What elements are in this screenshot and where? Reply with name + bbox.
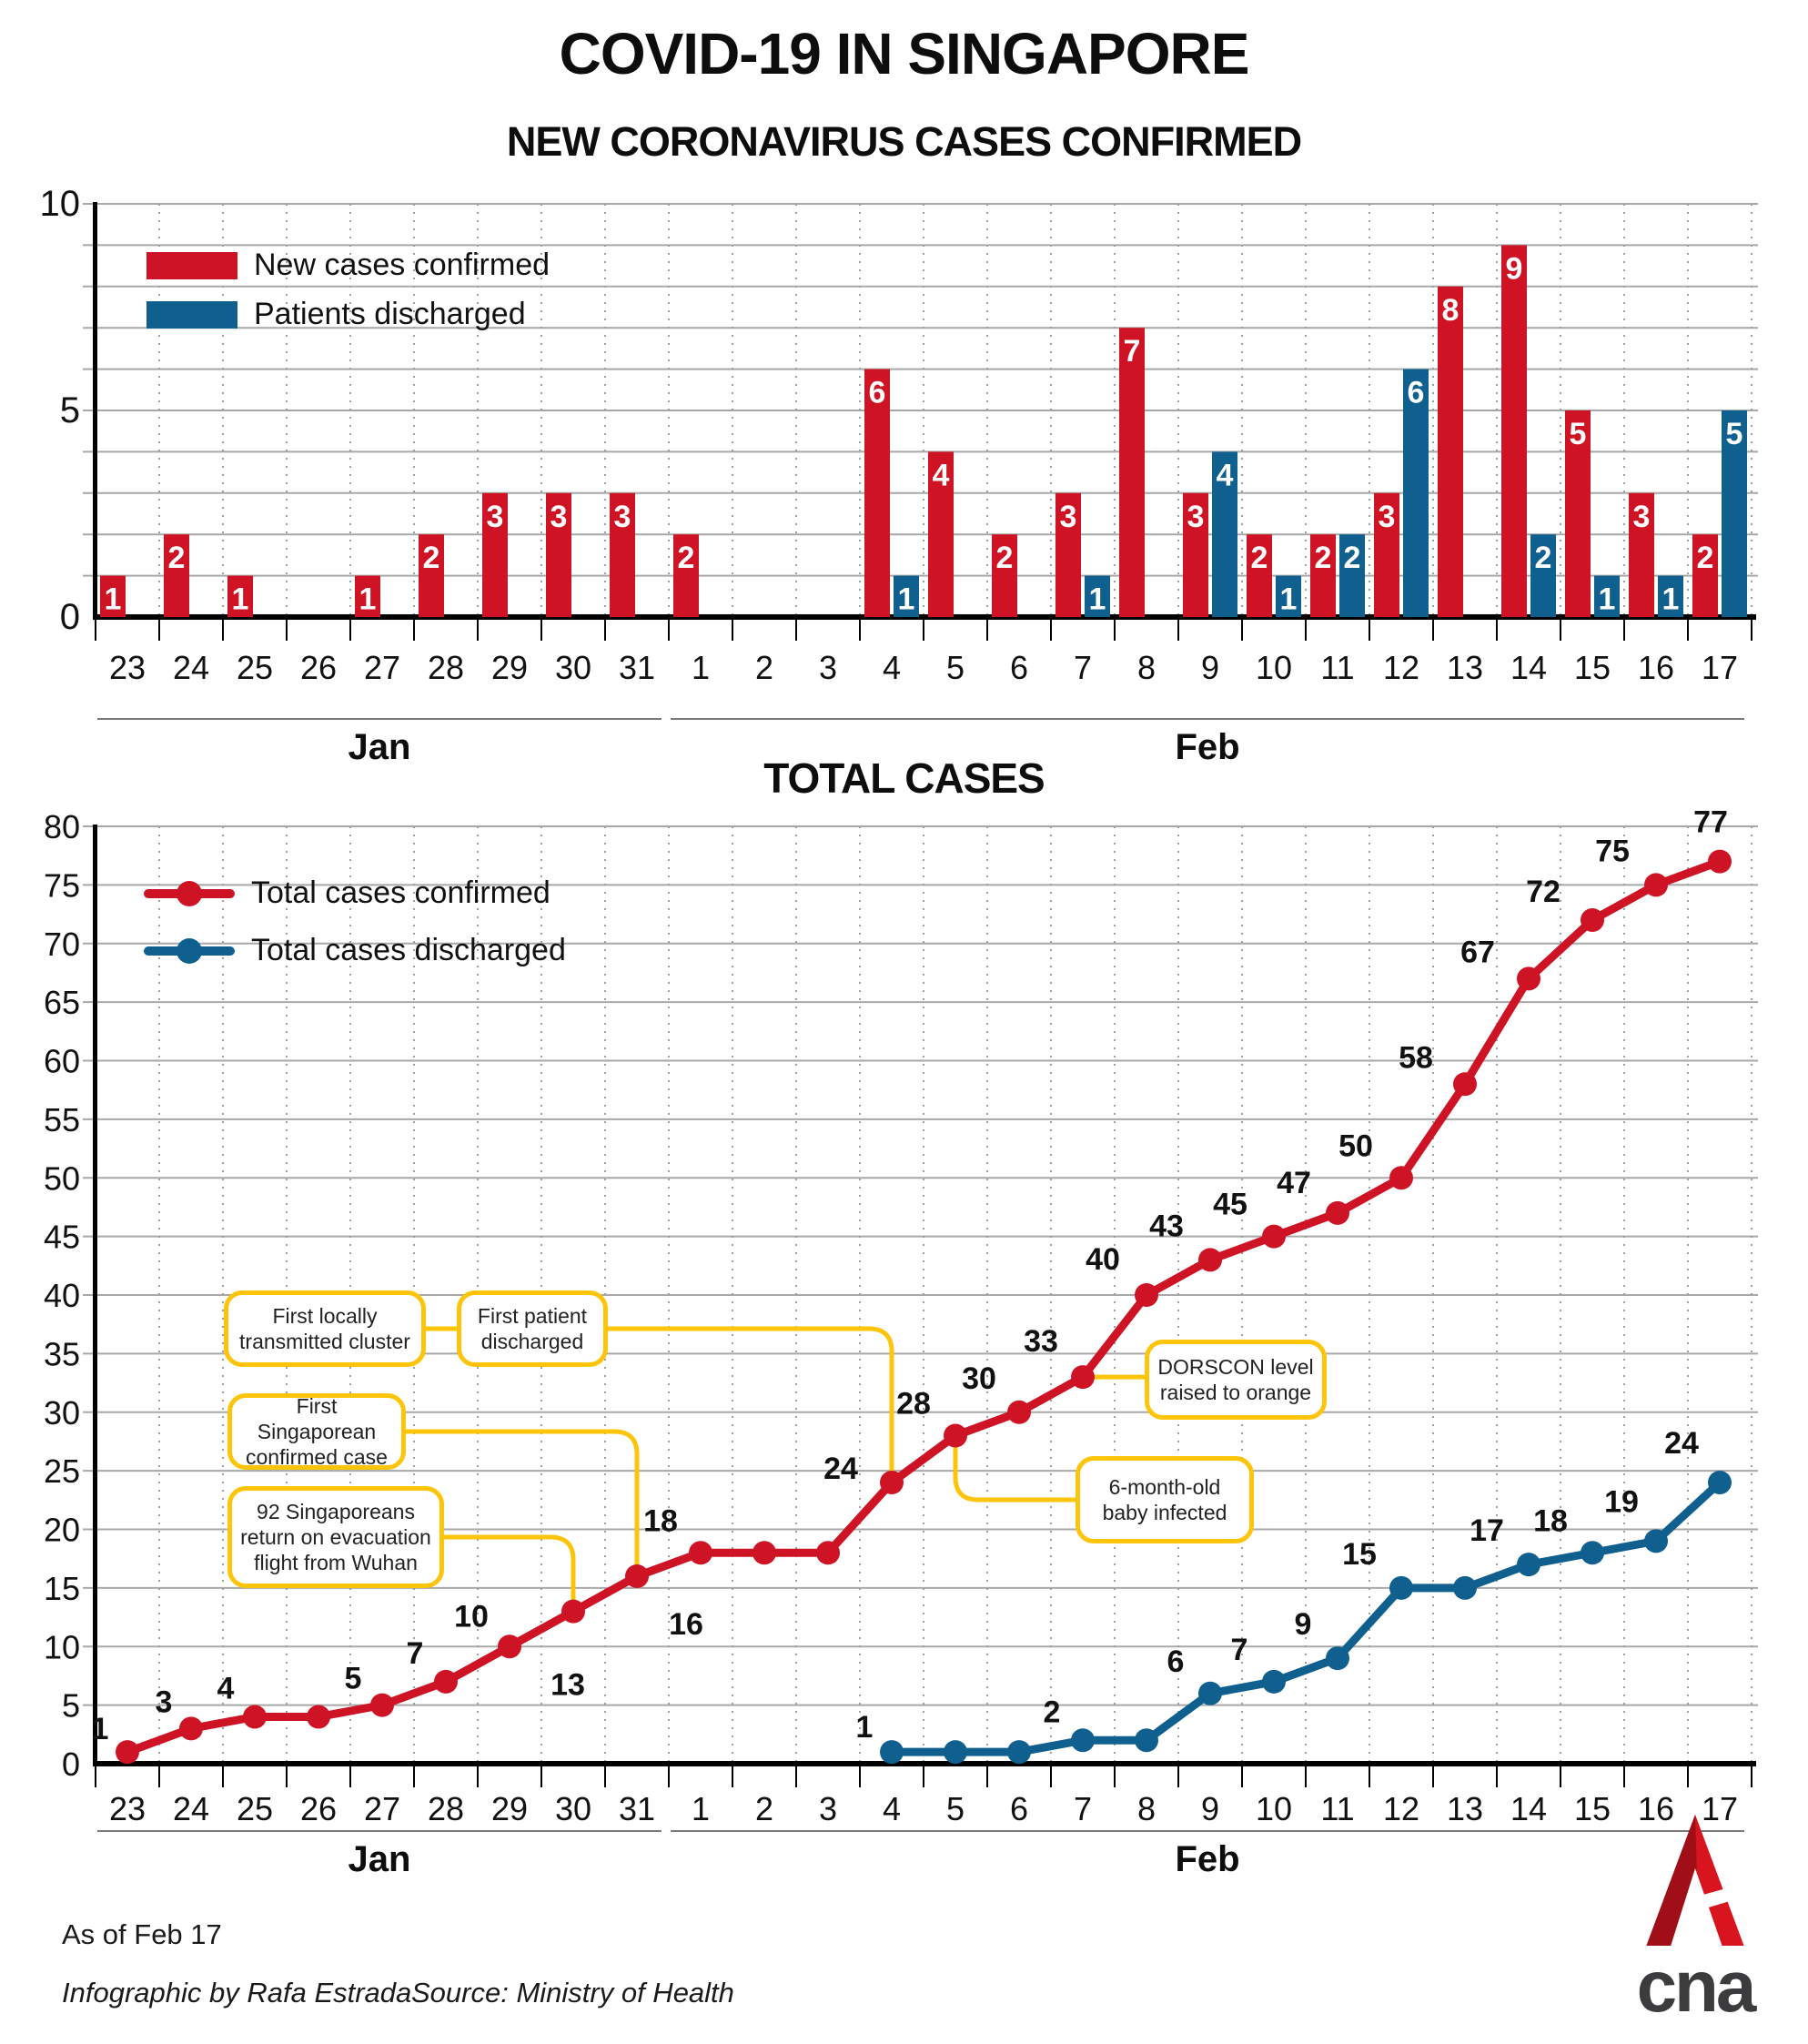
day-label: 15	[1573, 1790, 1611, 1827]
point-red	[625, 1564, 649, 1588]
day-label: 12	[1382, 649, 1420, 686]
point-value-label: 1	[855, 1710, 874, 1745]
bar-value-label: 1	[1088, 582, 1106, 617]
point-red	[370, 1694, 394, 1717]
point-value-label: 6	[1167, 1644, 1185, 1679]
bar-value-label: 7	[1123, 334, 1141, 369]
bar-value-label: 1	[104, 582, 122, 617]
point-value-label: 17	[1470, 1513, 1504, 1549]
legend-item-new-cases	[146, 248, 550, 283]
y-axis-label: 10	[39, 184, 80, 224]
day-label: 4	[882, 1790, 902, 1827]
bar-value-label: 3	[1187, 499, 1205, 534]
day-label: 8	[1136, 1790, 1157, 1827]
point-red	[498, 1634, 521, 1658]
day-label: 14	[1510, 1790, 1548, 1827]
y-axis-label: 70	[43, 925, 80, 963]
bar-value-label: 1	[1662, 582, 1680, 617]
point-blue	[880, 1740, 904, 1764]
day-label: 6	[1009, 649, 1029, 686]
bar-value-label: 1	[359, 582, 377, 617]
bar-value-label: 1	[1598, 582, 1616, 617]
legend-item-total-discharged	[144, 933, 566, 968]
day-label: 2	[754, 1790, 774, 1827]
point-red	[1581, 908, 1604, 932]
bar-value-label: 4	[932, 458, 950, 493]
credit-text: Infographic by Rafa Estrada	[62, 1977, 412, 2009]
bar-red	[1501, 245, 1527, 617]
day-label: 30	[554, 649, 592, 686]
bar-value-label: 9	[1505, 251, 1523, 287]
point-value-label: 18	[643, 1503, 678, 1539]
y-axis-label: 10	[43, 1628, 80, 1666]
point-red	[116, 1740, 139, 1764]
day-label: 5	[945, 1790, 965, 1827]
point-blue	[1198, 1682, 1222, 1705]
point-red	[816, 1541, 840, 1564]
day-label: 31	[618, 649, 656, 686]
point-value-label: 10	[454, 1599, 489, 1634]
point-value-label: 40	[1086, 1242, 1120, 1277]
day-label: 16	[1637, 1790, 1675, 1827]
callout-first-patient-discharged: First patient discharged	[457, 1290, 608, 1367]
y-axis-label: 40	[43, 1277, 80, 1314]
legend-item-discharged	[146, 297, 550, 332]
point-red	[1007, 1401, 1031, 1424]
bar-value-label: 5	[1725, 417, 1743, 451]
day-label: 2	[754, 649, 774, 686]
source-text: Source: Ministry of Health	[411, 1977, 734, 2009]
day-label: 29	[490, 649, 529, 686]
day-label: 24	[172, 1790, 210, 1827]
day-label: 26	[299, 1790, 338, 1827]
day-label: 14	[1510, 649, 1548, 686]
point-blue	[1326, 1646, 1349, 1670]
point-value-label: 67	[1460, 935, 1495, 970]
point-value-label: 43	[1149, 1209, 1184, 1244]
day-label: 29	[490, 1790, 529, 1827]
y-axis-label: 75	[43, 866, 80, 905]
callout-baby-infected: 6-month-old baby infected	[1076, 1456, 1254, 1543]
y-axis-label: 0	[59, 597, 80, 637]
bar-value-label: 3	[486, 499, 504, 534]
y-axis-label: 20	[43, 1511, 80, 1549]
bar-value-label: 2	[1534, 541, 1552, 576]
y-axis-label: 30	[43, 1393, 80, 1432]
day-label: 31	[618, 1790, 656, 1827]
y-axis-label: 50	[43, 1159, 80, 1198]
point-red	[243, 1705, 267, 1729]
legend-label: New cases confirmed	[254, 248, 550, 282]
day-label: 3	[818, 649, 838, 686]
y-axis-label: 25	[43, 1452, 80, 1491]
callout-evacuation-flight: 92 Singaporeans return on evacuation flight from Wuhan	[227, 1486, 444, 1588]
point-red	[1071, 1365, 1095, 1389]
day-label: 7	[1073, 649, 1093, 686]
point-blue	[1007, 1740, 1031, 1764]
point-red	[1262, 1225, 1286, 1249]
point-value-label: 33	[1024, 1324, 1058, 1360]
month-label: Feb	[1175, 727, 1240, 767]
bar-value-label: 3	[550, 499, 568, 534]
day-label: 9	[1200, 649, 1220, 686]
bar-value-label: 3	[1632, 499, 1651, 534]
point-red	[1198, 1248, 1222, 1271]
point-value-label: 15	[1342, 1536, 1377, 1572]
bar-value-label: 2	[1314, 541, 1332, 576]
point-value-label: 5	[344, 1661, 362, 1696]
cna-logo	[1636, 1813, 1754, 2027]
callout-dorscon-orange: DORSCON level raised to orange	[1145, 1340, 1327, 1420]
cna-logo-triangle-icon	[1636, 1813, 1754, 1946]
legend-item-total-confirmed	[144, 875, 566, 911]
point-blue	[1581, 1541, 1604, 1564]
bar-value-label: 3	[613, 499, 631, 534]
bar-value-label: 3	[1378, 499, 1396, 534]
point-blue	[1135, 1728, 1158, 1752]
point-red	[434, 1670, 458, 1694]
discharged-swatch	[146, 301, 237, 329]
day-label: 8	[1136, 649, 1157, 686]
bar-chart-title: NEW CORONAVIRUS CASES CONFIRMED	[506, 118, 1302, 165]
point-red	[1326, 1201, 1349, 1225]
bar-chart-legend	[146, 248, 550, 332]
y-axis-label: 45	[43, 1218, 80, 1256]
day-label: 6	[1009, 1790, 1029, 1827]
point-red	[561, 1600, 585, 1624]
bar-value-label: 2	[167, 541, 186, 576]
point-red	[880, 1471, 904, 1494]
point-red	[752, 1541, 776, 1564]
day-label: 12	[1382, 1790, 1420, 1827]
day-label: 28	[427, 649, 465, 686]
bar-value-label: 2	[422, 541, 440, 576]
day-label: 9	[1200, 1790, 1220, 1827]
day-label: 17	[1701, 649, 1739, 686]
day-label: 11	[1320, 649, 1355, 686]
point-red	[1708, 850, 1732, 874]
point-value-label: 16	[669, 1607, 703, 1642]
bar-value-label: 2	[1343, 541, 1361, 576]
bar-red	[1119, 328, 1145, 617]
day-label: 30	[554, 1790, 592, 1827]
y-axis-label: 5	[61, 1686, 80, 1725]
bar-value-label: 2	[995, 541, 1014, 576]
page-title: COVID-19 IN SINGAPORE	[559, 21, 1249, 86]
point-value-label: 4	[217, 1671, 235, 1706]
bar-value-label: 3	[1059, 499, 1077, 534]
point-value-label: 3	[155, 1685, 173, 1720]
new-cases-swatch	[146, 252, 237, 279]
point-blue	[1389, 1576, 1413, 1600]
y-axis-label: 0	[61, 1745, 80, 1783]
day-label: 4	[882, 649, 902, 686]
point-value-label: 45	[1213, 1187, 1247, 1222]
bar-value-label: 2	[1696, 541, 1714, 576]
bar-value-label: 1	[897, 582, 915, 617]
day-label: 13	[1446, 649, 1484, 686]
point-blue	[1262, 1670, 1286, 1694]
point-value-label: 47	[1277, 1165, 1311, 1200]
day-label: 23	[108, 1790, 146, 1827]
point-red	[1453, 1072, 1477, 1096]
y-axis	[93, 202, 97, 620]
point-value-label: 24	[1664, 1426, 1699, 1461]
callout-first-local-cluster: First locally transmitted cluster	[224, 1290, 426, 1367]
day-label: 27	[363, 649, 401, 686]
point-value-label: 75	[1595, 834, 1630, 869]
bar-red	[1438, 287, 1463, 617]
point-value-label: 50	[1338, 1128, 1373, 1164]
bar-value-label: 2	[677, 541, 695, 576]
month-label: Jan	[348, 727, 411, 767]
point-blue	[1517, 1553, 1540, 1576]
total-discharged-swatch	[144, 946, 235, 956]
y-axis-label: 55	[43, 1100, 80, 1138]
point-value-label: 7	[1230, 1632, 1248, 1667]
day-label: 3	[818, 1790, 838, 1827]
y-axis-label: 80	[43, 808, 80, 845]
day-label: 1	[691, 649, 711, 686]
as-of-date: As of Feb 17	[62, 1918, 222, 1950]
point-blue	[1708, 1471, 1732, 1494]
day-label: 24	[172, 649, 210, 686]
point-blue	[944, 1740, 967, 1764]
day-label: 5	[945, 649, 965, 686]
point-red	[1517, 966, 1540, 990]
bar-value-label: 6	[1407, 375, 1425, 410]
point-value-label: 1	[91, 1712, 109, 1747]
bar-value-label: 2	[1250, 541, 1268, 576]
x-axis	[93, 1761, 1756, 1766]
point-red	[689, 1541, 712, 1564]
day-label: 13	[1446, 1790, 1484, 1827]
point-red	[1389, 1166, 1413, 1189]
day-label: 10	[1255, 1790, 1293, 1827]
day-label: 15	[1573, 649, 1611, 686]
point-value-label: 13	[550, 1667, 585, 1703]
day-label: 26	[299, 649, 338, 686]
line-chart-title: TOTAL CASES	[763, 754, 1045, 802]
point-value-label: 72	[1526, 875, 1561, 909]
point-value-label: 30	[962, 1361, 996, 1396]
month-label: Jan	[348, 1839, 411, 1879]
day-label: 10	[1255, 649, 1293, 686]
point-value-label: 77	[1693, 804, 1728, 840]
point-value-label: 24	[823, 1452, 858, 1486]
bar-value-label: 1	[231, 582, 249, 617]
point-value-label: 2	[1043, 1695, 1061, 1730]
point-value-label: 7	[406, 1635, 424, 1671]
legend-label: Total cases confirmed	[251, 875, 550, 910]
point-value-label: 19	[1604, 1484, 1639, 1520]
point-value-label: 9	[1294, 1607, 1312, 1643]
cna-logo-text: cna	[1636, 1946, 1754, 2027]
point-value-label: 18	[1533, 1503, 1568, 1539]
line-chart-legend	[144, 875, 566, 968]
point-value-label: 58	[1399, 1040, 1433, 1076]
point-red	[1644, 873, 1668, 896]
day-label: 1	[691, 1790, 711, 1827]
month-label: Feb	[1175, 1839, 1240, 1879]
day-label: 25	[236, 649, 274, 686]
y-axis-label: 5	[59, 390, 80, 430]
bar-value-label: 5	[1569, 417, 1587, 451]
y-axis-label: 35	[43, 1335, 80, 1373]
day-label: 7	[1073, 1790, 1093, 1827]
bar-value-label: 8	[1441, 292, 1460, 328]
day-label: 11	[1320, 1790, 1355, 1827]
legend-label: Patients discharged	[254, 297, 526, 331]
y-axis-label: 15	[43, 1569, 80, 1607]
legend-label: Total cases discharged	[251, 933, 566, 967]
point-blue	[1644, 1529, 1668, 1553]
point-red	[1135, 1283, 1158, 1307]
day-label: 16	[1637, 649, 1675, 686]
day-label: 23	[108, 649, 146, 686]
callout-connector	[444, 1537, 573, 1603]
day-label: 25	[236, 1790, 274, 1827]
point-red	[307, 1705, 330, 1729]
day-label: 27	[363, 1790, 401, 1827]
bar-value-label: 6	[868, 375, 886, 410]
bar-value-label: 4	[1216, 458, 1234, 493]
day-label: 17	[1701, 1790, 1739, 1827]
point-value-label: 28	[896, 1386, 931, 1422]
day-label: 28	[427, 1790, 465, 1827]
point-blue	[1453, 1576, 1477, 1600]
y-axis-label: 65	[43, 984, 80, 1022]
point-red	[944, 1424, 967, 1448]
y-axis-label: 60	[43, 1042, 80, 1080]
y-axis	[93, 825, 97, 1766]
total-confirmed-swatch	[144, 889, 235, 898]
point-red	[179, 1716, 203, 1740]
point-blue	[1071, 1728, 1095, 1752]
bar-value-label: 1	[1279, 582, 1298, 617]
callout-first-singaporean-case: First Singaporean confirmed case	[227, 1393, 406, 1470]
